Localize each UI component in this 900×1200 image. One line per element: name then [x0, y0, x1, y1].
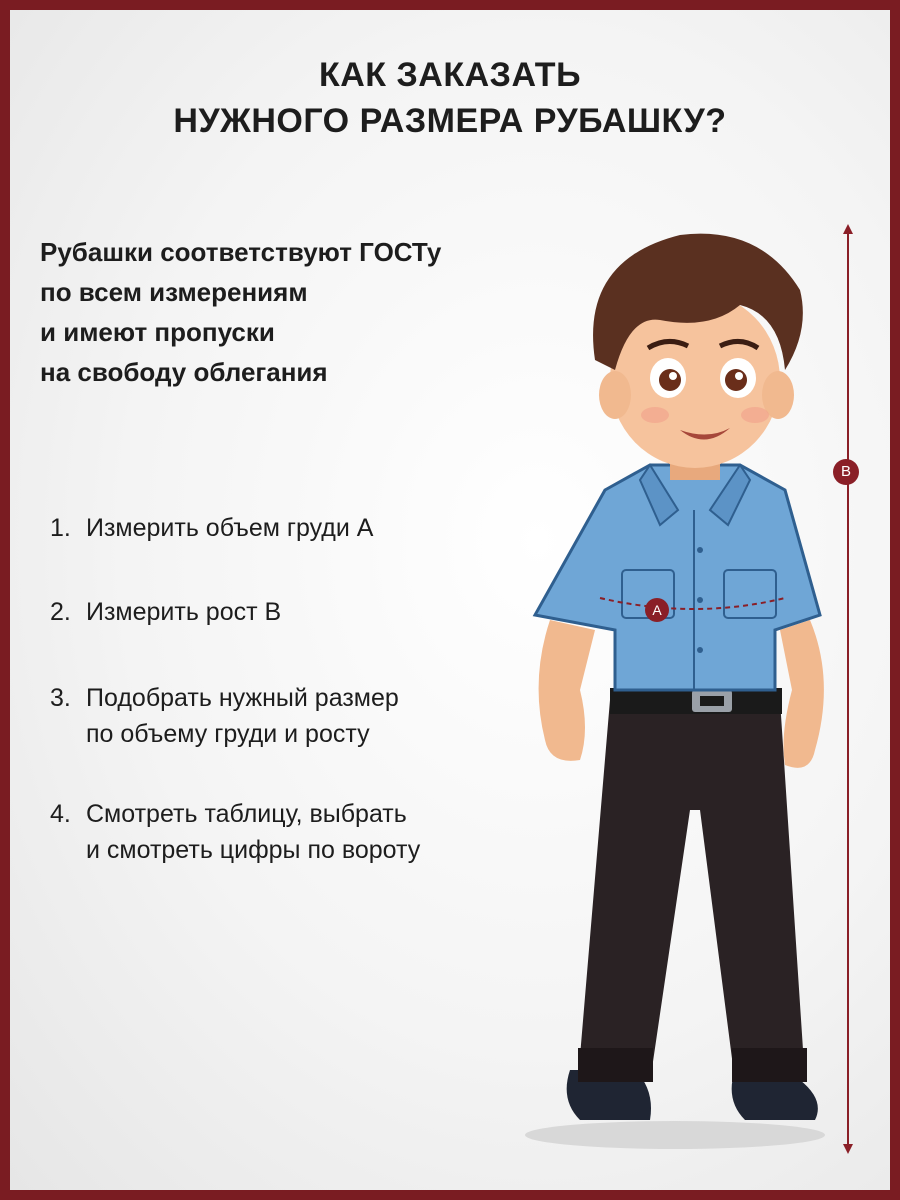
intro-line-1: Рубашки соответствуют ГОСТу: [40, 237, 442, 267]
step-item: [50, 594, 281, 630]
intro-line-4: на свободу облегания: [40, 357, 328, 387]
height-marker: B: [833, 459, 859, 485]
intro-line-2: по всем измерениям: [40, 277, 308, 307]
intro-line-3: и имеют пропуски: [40, 317, 275, 347]
step-number: 3.: [50, 684, 71, 712]
step-text: Измерить объем груди А: [86, 514, 374, 542]
step-number: 4.: [50, 800, 71, 828]
intro-text: [40, 232, 441, 392]
step-number: 2.: [50, 598, 71, 626]
title-line-2: НУЖНОГО РАЗМЕРА РУБАШКУ?: [173, 102, 727, 140]
step-item: [50, 680, 399, 752]
boy-illustration: [510, 220, 840, 1180]
chest-marker-label: A: [652, 602, 662, 618]
height-ruler: [838, 224, 858, 1154]
step-text: Подобрать нужный размер: [86, 684, 399, 712]
step-number: 1.: [50, 514, 71, 542]
step-text: Смотреть таблицу, выбрать: [86, 800, 407, 828]
step-item: [50, 796, 420, 868]
step-text: Измерить рост В: [86, 598, 282, 626]
step-text-cont: по объему груди и росту: [86, 720, 370, 748]
step-item: [50, 510, 373, 546]
page-title: [10, 52, 890, 144]
step-text-cont: и смотреть цифры по вороту: [86, 836, 421, 864]
title-line-1: КАК ЗАКАЗАТЬ: [318, 56, 582, 94]
